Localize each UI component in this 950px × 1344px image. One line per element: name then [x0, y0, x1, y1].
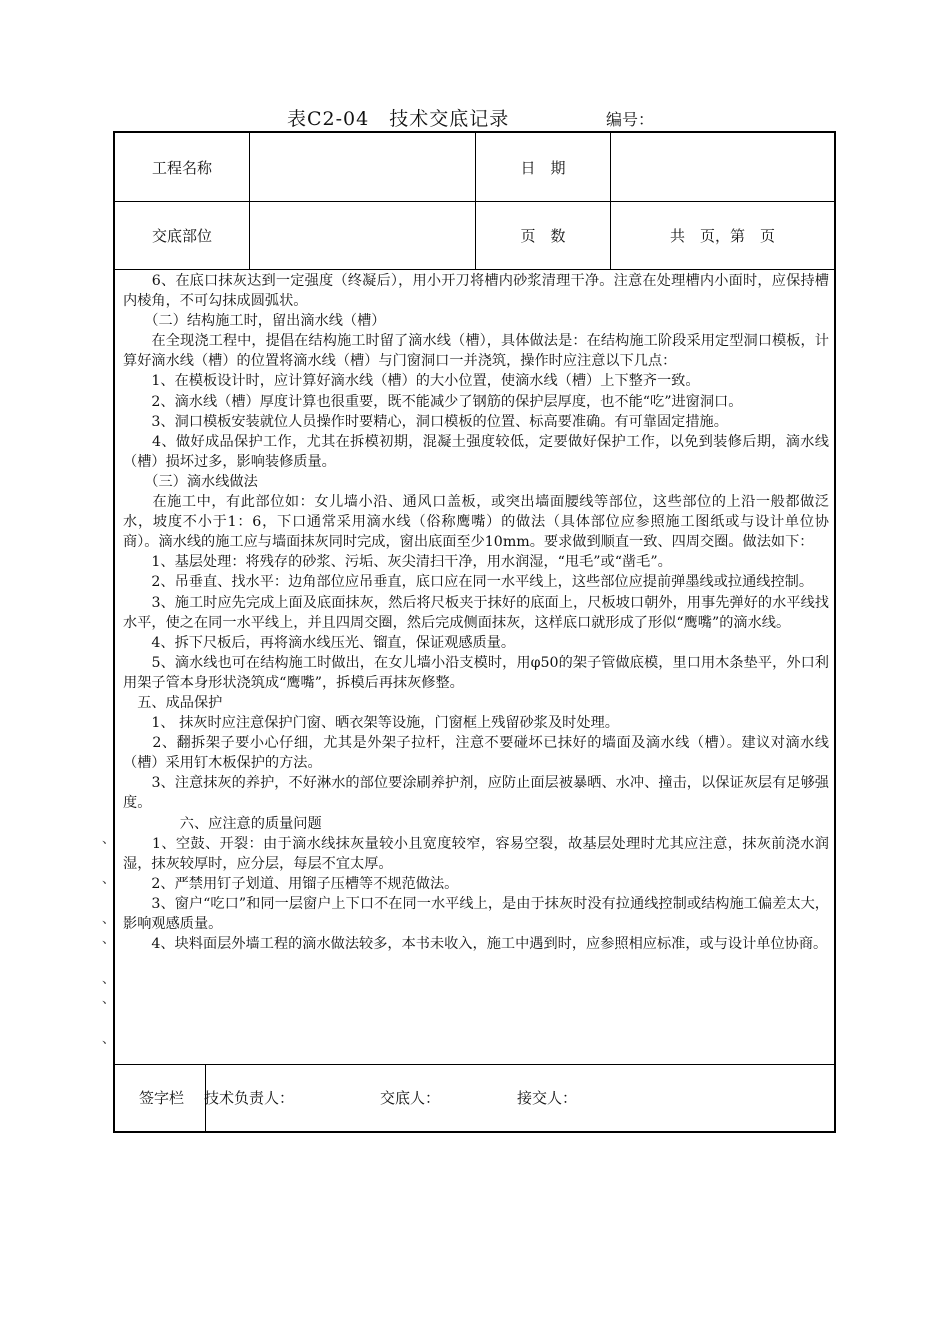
row-divider-2: [115, 269, 834, 270]
tech-lead-label: 技术负责人：: [204, 1089, 295, 1107]
margin-mark: 、: [102, 1032, 116, 1047]
page-title: 表C2-04 技术交底记录: [287, 108, 510, 130]
location-value[interactable]: [250, 202, 475, 269]
paragraph: 2、严禁用钉子划道、用镏子压槽等不规范做法。: [123, 875, 459, 892]
signature-divider: [115, 1064, 834, 1065]
paragraph: 3、注意抹灰的养护，不好淋水的部位要涂刷养护剂，应防止面层被暴晒、水冲、撞击，以保证灰层有足够强度。: [123, 775, 829, 812]
record-table: [113, 131, 836, 1133]
pages-value: 共 页，第 页: [669, 227, 775, 245]
paragraph: 2、翻拆架子要小心仔细，尤其是外架子拉杆，注意不要碰坏已抹好的墙面及滴水线（槽）。建议对滴水线（槽）采用钉木板保护的方法。: [123, 735, 829, 772]
paragraph: 3、窗户“吃口”和同一层窗户上下口不在同一水平线上，是由于抹灰时没有拉通线控制或结构施工偏差太大，影响观感质量。: [123, 895, 829, 932]
paragraph: 在施工中，有此部位如：女儿墙小沿、通风口盖板，或突出墙面腰线等部位，这些部位的上沿一般都做泛水，坡度不小于1：6，下口通常采用滴水线（俗称鹰嘴）的做法（具体部位应参照施工图纸或与设计单位协商）。滴水线的施工应与墙面抹灰同时完成，窗出底面至少10mm。要求做到顺直一致、四周交圈。做法如下：: [123, 494, 829, 551]
serial-number-label: 编号：: [606, 110, 655, 129]
presenter-label: 交底人：: [380, 1089, 441, 1107]
signature-section-label: 签字栏: [139, 1089, 185, 1107]
paragraph: 1、在模板设计时，应计算好滴水线（槽）的大小位置，使滴水线（槽）上下整齐一致。: [123, 373, 700, 390]
paragraph: 1、空鼓、开裂：由于滴水线抹灰量较小且宽度较窄，容易空裂，故基层处理时尤其应注意，抹灰前浇水润湿，抹灰较厚时，应分层，每层不宜太厚。: [123, 835, 829, 872]
location-label: 交底部位: [151, 227, 212, 245]
pages-label: 页 数: [520, 227, 566, 245]
receiver-label: 接交人：: [517, 1089, 578, 1107]
paragraph: 4、块料面层外墙工程的滴水做法较多，本书未收入，施工中遇到时，应参照相应标准，或与设计单位协商。: [123, 936, 828, 953]
paragraph: 3、施工时应先完成上面及底面抹灰，然后将尺板夹于抹好的底面上，尺板坡口朝外，用事先弹好的水平线找水平，使之在同一水平线上，并且四周交圈，然后完成侧面抹灰，这样底口就形成了形似“鹰嘴”的滴水线。: [123, 594, 829, 631]
margin-mark: 、: [102, 872, 116, 887]
paragraph: 在全现浇工程中，提倡在结构施工时留了滴水线（槽），具体做法是：在结构施工阶段采用定型洞口模板，计算好滴水线（槽）的位置将滴水线（槽）与门窗洞口一并浇筑，操作时应注意以下几点：: [123, 333, 829, 370]
section-heading: 六、应注意的质量问题: [123, 815, 322, 832]
paragraph: 4、拆下尺板后，再将滴水线压光、镏直，保证观感质量。: [123, 634, 516, 651]
margin-mark: 、: [102, 932, 116, 947]
project-name-value[interactable]: [250, 133, 475, 201]
paragraph: 2、滴水线（槽）厚度计算也很重要，既不能减少了钢筋的保护层厚度，也不能“吃”进窗洞口。: [123, 393, 743, 410]
project-name-label: 工程名称: [151, 158, 212, 177]
paragraph: 1、基层处理：将残存的砂浆、污垢、灰尖清扫干净，用水润湿，“甩毛”或“凿毛”。: [123, 554, 672, 571]
paragraph: 5、滴水线也可在结构施工时做出，在女儿墙小沿支模时，用φ50的架子管做底模，里口用木条垫平，外口利用架子管本身形状浇筑成“鹰嘴”，拆模后再抹灰修整。: [123, 654, 829, 691]
margin-mark: 、: [102, 912, 116, 927]
section-heading: 五、成品保护: [123, 694, 223, 711]
margin-mark: 、: [102, 992, 116, 1007]
paragraph: 6、在底口抹灰达到一定强度（终凝后），用小开刀将槽内砂浆清理干净。注意在处理槽内小面时，应保持槽内棱角，不可勾抹成圆弧状。: [123, 273, 829, 310]
date-label: 日 期: [520, 158, 566, 177]
disclosure-content: [123, 271, 829, 954]
paragraph: （二）结构施工时，留出滴水线（槽）: [123, 313, 386, 330]
margin-mark: 、: [102, 972, 116, 987]
paragraph: （三）滴水线做法: [123, 473, 258, 490]
title-row: [0, 104, 950, 134]
paragraph: 3、洞口模板安装就位人员操作时要精心，洞口模板的位置、标高要准确。有可靠固定措施。: [123, 413, 728, 430]
paragraph: 4、做好成品保护工作，尤其在拆模初期，混凝土强度较低，定要做好保护工作，以免到装修后期，滴水线（槽）损坏过多，影响装修质量。: [123, 433, 829, 470]
paragraph: 2、吊垂直、找水平：边角部位应吊垂直，底口应在同一水平线上，这些部位应提前弹墨线或拉通线控制。: [123, 574, 814, 591]
paragraph: 1、 抹灰时应注意保护门窗、晒衣架等设施，门窗框上残留砂浆及时处理。: [123, 715, 619, 732]
date-value[interactable]: [611, 133, 834, 201]
margin-mark: 、: [102, 832, 116, 847]
